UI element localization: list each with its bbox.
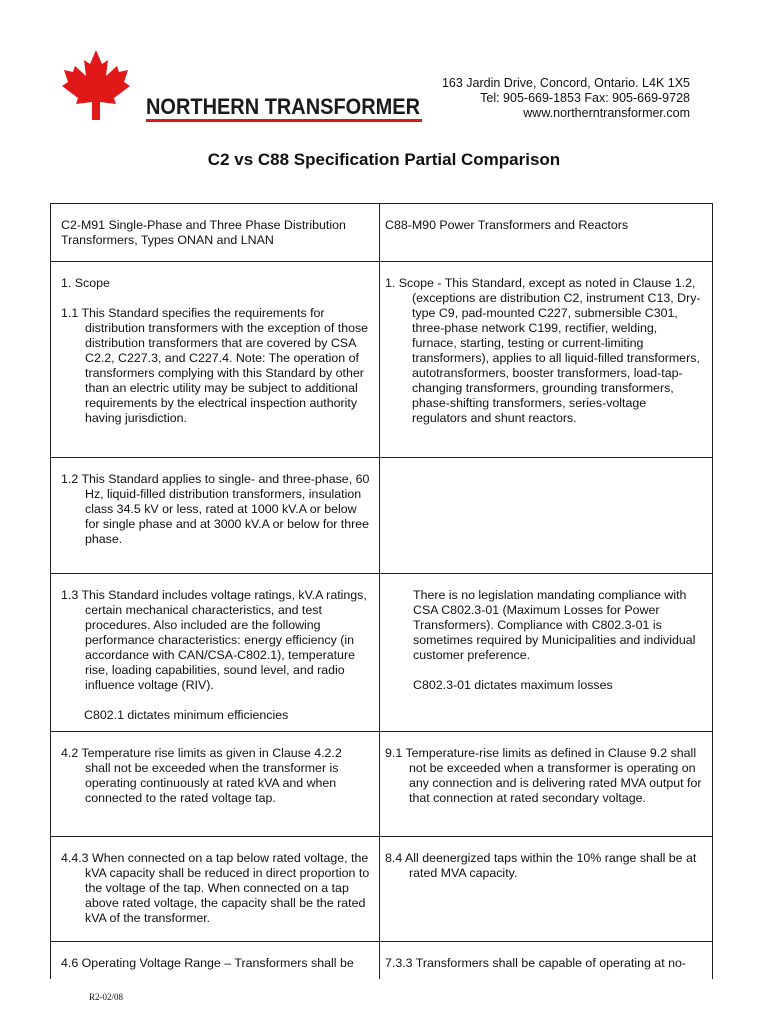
c2-cell	[51, 732, 380, 837]
header-cell-c88	[380, 204, 713, 262]
table-row	[51, 837, 713, 942]
c2-standard-title: C2-M91 Single-Phase and Three Phase Distribution Transformers, Types ONAN and LNAN	[61, 218, 346, 247]
phone-fax-line: Tel: 905-669-1853 Fax: 905-669-9728	[480, 91, 690, 105]
clause-text: 7.3.3 Transformers shall be capable of operating at no-	[385, 956, 686, 970]
clause-text: There is no legislation mandating compliance with CSA C802.3-01 (Maximum Losses for Power Transformers). Compliance with C802.3-01 is sometimes required by Municipalities and individual customer preference.	[413, 588, 696, 662]
clause-text: 1.3 This Standard includes voltage ratings, kV.A ratings, certain mechanical characteristics, and test procedures. Also included are the following performance characteristics: energy efficiency (in accordance with CAN/CSA-C802.1), temperature rise, loading capabilities, sound level, and radio influence voltage (RIV).	[61, 588, 367, 692]
c2-cell	[51, 837, 380, 942]
table-row	[51, 732, 713, 837]
c2-cell	[51, 262, 380, 458]
northern-transformer-logo	[62, 48, 427, 128]
c2-cell	[51, 942, 380, 980]
clause-text: 4.2 Temperature rise limits as given in Clause 4.2.2 shall not be exceeded when the transformer is operating continuously at rated kVA and when connected to the rated voltage tap.	[61, 746, 342, 805]
c88-cell	[380, 837, 713, 942]
c2-cell	[51, 574, 380, 732]
maple-leaf-icon	[62, 50, 130, 120]
table-row	[51, 574, 713, 732]
clause-text: 1.2 This Standard applies to single- and three-phase, 60 Hz, liquid-filled distribution transformers, insulation class 34.5 kV or less, rated at 1000 kV.A or below for single phase and at 3000 kV.A or below for three phase.	[61, 472, 370, 546]
logo-underline	[146, 119, 422, 122]
c88-cell	[380, 262, 713, 458]
c88-standard-title: C88-M90 Power Transformers and Reactors	[385, 218, 629, 232]
company-address	[442, 76, 690, 121]
clause-text: 9.1 Temperature-rise limits as defined in Clause 9.2 shall not be exceeded when a transformer is operating on any connection and is delivering rated MVA output for that connection at rated secondary voltage.	[385, 746, 702, 805]
clause-text: 8.4 All deenergized taps within the 10% range shall be at rated MVA capacity.	[385, 851, 697, 880]
revision-label: R2-02/08	[89, 992, 124, 1002]
header-cell-c2	[51, 204, 380, 262]
address-line: 163 Jardin Drive, Concord, Ontario. L4K 1X5	[441, 76, 690, 90]
table-header-row	[51, 204, 713, 262]
clause-text: 4.4.3 When connected on a tap below rated voltage, the kVA capacity shall be reduced in direct proportion to the voltage of the tap. When connected on a tap above rated voltage, the capacity shall be the rated kVA of the transformer.	[61, 851, 370, 925]
clause-text: 1.1 This Standard specifies the requirements for distribution transformers with the exception of those distribution transformers that are covered by CSA C2.2, C227.3, and C227.4. Note: The operation of transformers complying with this Standard by other than an electric utility may be subject to additional requirements by the electrical inspection authority having jurisdiction.	[61, 306, 369, 425]
c88-cell	[380, 732, 713, 837]
c2-cell	[51, 458, 380, 574]
clause-note: C802.1 dictates minimum efficiencies	[84, 708, 289, 722]
table-row	[51, 942, 713, 980]
website-link[interactable]: www.northerntransformer.com	[523, 106, 690, 120]
clause-text: 1. Scope - This Standard, except as noted in Clause 1.2, (exceptions are distribution C2, instrument C13, Dry-type C9, pad-mounted C227, submersible C301, three-phase network C199, rectifier, welding, furnace, starting, testing or current-limiting transformers), applies to all liquid-filled transformers, autotransformers, booster transformers, load-tap-changing transformers, grounding transformers, phase-shifting transformers, series-voltage regulators and shunt reactors.	[385, 276, 701, 425]
clause-text: 4.6 Operating Voltage Range – Transformers shall be	[61, 956, 354, 970]
c88-cell	[380, 942, 713, 980]
comparison-table	[50, 203, 713, 979]
table-row	[51, 458, 713, 574]
page-title: C2 vs C88 Specification Partial Comparison	[207, 150, 561, 169]
company-name: NORTHERN TRANSFORMER	[146, 94, 420, 119]
scope-heading: 1. Scope	[61, 276, 110, 290]
clause-note: C802.3-01 dictates maximum losses	[413, 678, 613, 692]
c88-cell	[380, 574, 713, 732]
table-row	[51, 262, 713, 458]
c88-cell	[380, 458, 713, 574]
